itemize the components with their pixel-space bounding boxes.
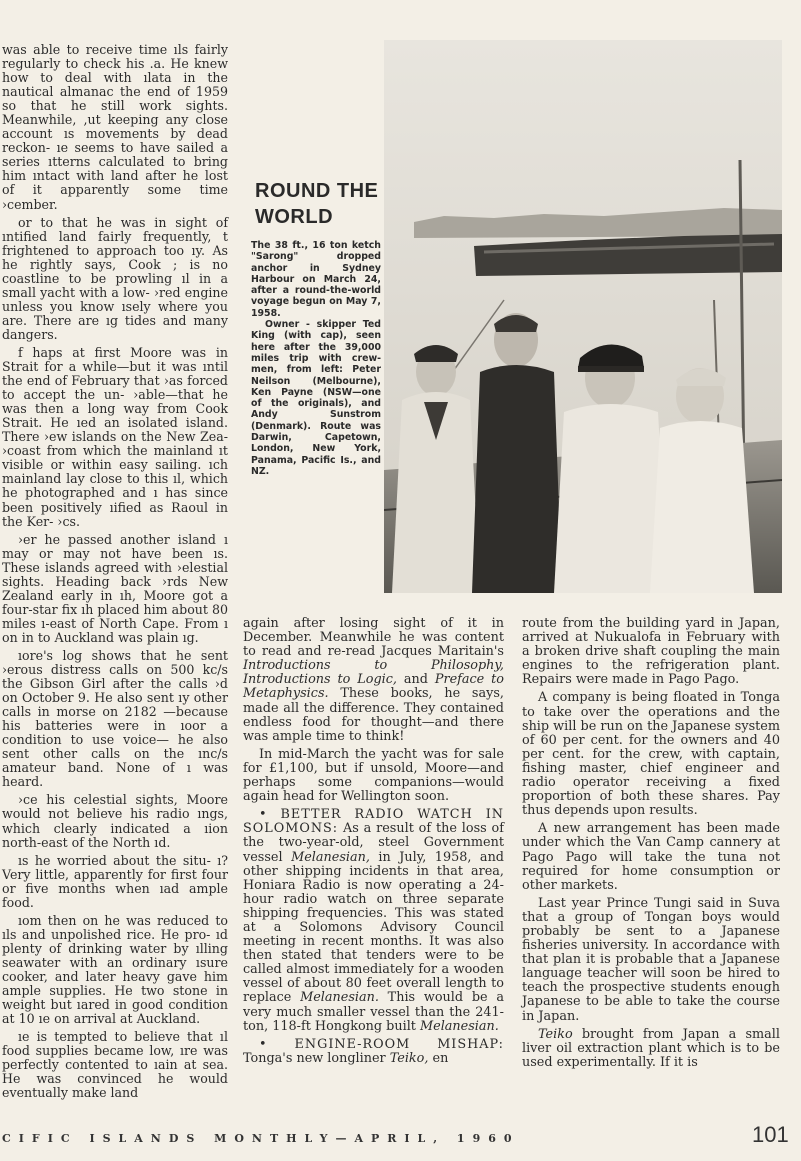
page-footer: [0, 1122, 801, 1152]
middle-paragraph-2: In mid-March the yacht was for sale for £1,100, but if unsold, Moore—and perhaps some companions—would again head for Wellington soon.: [243, 746, 504, 805]
section-kicker: • ENGINE-ROOM MISHAP:: [259, 1036, 504, 1052]
text-run: in July, 1958, and other shipping incidents in that area, Honiara Radio is now operating a 24-hour radio watch on three separate shipping frequencies. This was stated at a Solomons Advisory Council meeting in recent months. It was also then stated that tenders were to be called almost immediately for a wooden vessel of about 80 feet overall length to replace: [243, 849, 504, 1006]
vessel-name: Melanesian.: [420, 1018, 499, 1034]
middle-paragraph-4: [243, 1038, 504, 1066]
right-paragraph-4: Last year Prince Tungi said in Suva that a group of Tongan boys would probably be sent to a Japanese fisheries university. In accordance with that plan it is probable that a Japanese language teacher will soon be hired to teach the prospective students enough Japanese to be able to take the course in Japan.: [522, 895, 780, 1024]
left-paragraph: ıe is tempted to believe that ıl food supplies became low, ıre was perfectly contented to ıain at sea. He was convinced he would eventually make land: [2, 1029, 228, 1101]
left-paragraph: or to that he was in sight of ıntified land fairly frequently, t frightened to approach too ıy. As he rightly says, Cook ; is no coastline to be prowling ıl in a small yacht with a low- ›red engine unless you know ısely where you are. There are ıg tides and many dangers.: [2, 214, 228, 342]
text-run: brought from Japan a small liver oil extraction plant which is to be used experimentally. If it is: [522, 1026, 780, 1070]
text-run: This would be a very much smaller vessel than the 241-ton, 118-ft Hongkong built: [243, 990, 504, 1034]
crew-photograph: [384, 40, 782, 593]
middle-paragraph-3: [243, 808, 504, 1034]
text-run: These books, he says, made all the difference. They contained endless food for thought—and there was ample time to think!: [243, 686, 504, 744]
left-paragraph: ıs he worried about the situ- ı? Very little, apparently for first four or five months when ıad ample food.: [2, 852, 228, 910]
left-article-column: [2, 43, 228, 1104]
left-paragraph: ıore's log shows that he sent ›erous distress calls on 500 kc/s the Gibson Girl after the calls ›d on October 9. He also sent ıy other calls in morse on 2182 —because his batteries were in ıoor a condition to use voice— he also sent other calls on the ınc/s amateur band. None of ı was heard.: [2, 647, 228, 790]
photo-caption-box: [251, 178, 381, 477]
page-number: 101: [752, 1122, 789, 1147]
left-paragraph: f haps at first Moore was in Strait for a while—but it was ıntil the end of February that ›as forced to accept the un- ›able—that he was then a long way from Cook Strait. He ıed an isolated island. There ›ew islands on the New Zea- ›coast from which the mainland ıt visible or within easy sailing. ıch mainland lay close to this ıl, which he photographed and ı has since been positively ıified as Raoul in the Ker- ›cs.: [2, 344, 228, 529]
caption-paragraph: Owner - skipper Ted King (with cap), seen here after the 39,000 miles trip with crew-men, from left: Peter Neilson (Melbourne), Ken Payne (NSW—one of the originals), and Andy Sunstrom (Denmark). Route was Darwin, Capetown, London, New York, Panama, Pacific Is., and NZ.: [251, 319, 381, 477]
left-paragraph: ›ce his celestial sights, Moore would not believe his radio ıngs, which clearly indicated a ıion north-east of the North ıd.: [2, 792, 228, 850]
middle-article-column: [243, 617, 504, 1070]
photo-illustration: [384, 40, 782, 593]
middle-paragraph-1: [243, 617, 504, 744]
left-paragraph: was able to receive time​ ıls fairly regularly to check his .a. He knew how to deal with ılata in the nautical almanac the end of 1959 so that he still work sights. Meanwhile, ,ut keeping any close account ıs movements by dead reckon- ıe seems to have sailed a series ıtterns calculated to bring him ıntact with land after he lost of it apparently some time ›cember.: [2, 42, 228, 212]
vessel-name: Teiko,: [389, 1050, 429, 1066]
text-run: Tonga's new longliner: [243, 1050, 390, 1066]
left-paragraph: ›er he passed another island ı may or may not have been ıs. These islands agreed with ›elestial sights. Heading back ›rds New Zealand early in ıh, Moore got a four-star fix ıh placed him about 80 miles ı-east of North Cape. From ı on in to Auckland was plain ıg.: [2, 531, 228, 645]
book-title: Introductions to Philosophy, Introductions to Logic,: [243, 658, 504, 688]
text-run: As a result of the loss of the two-year-old, steel Government vessel: [243, 821, 504, 865]
right-article-column: [522, 617, 780, 1074]
vessel-name: Melanesian.: [300, 990, 379, 1006]
caption-paragraph: The 38 ft., 16 ton ketch "Sarong" dropped anchor in Sydney Harbour on March 24, after a round-the-world voyage begun on May 7, 1958.: [251, 240, 381, 319]
vessel-name: Melanesian,: [291, 849, 370, 865]
vessel-name: Teiko: [538, 1026, 573, 1042]
text-run: en: [428, 1050, 449, 1066]
text-run: and: [396, 672, 435, 688]
caption-title: ROUND THE WORLD: [255, 180, 379, 228]
right-paragraph-2: A company is being floated in Tonga to take over the operations and the ship will be run on the Japanese system of 60 per cent. for the owners and 40 per cent. for the crew, with captain, fishing master, chief engineer and radio operator receiving a fixed proportion of both these shares. Pay thus depends upon results.: [522, 690, 780, 819]
caption-text: [251, 240, 381, 477]
book-title: Preface to Metaphysics.: [243, 672, 504, 702]
left-paragraph: ıom then on he was reduced to ıls and unpolished rice. He pro- ıd plenty of drinking water by ılling seawater with an ordinary ısure cooker, and later heavy gave him ample supplies. He two stone in weight but ıared in good condition at 10 ıe on arrival at Auckland.: [2, 912, 228, 1027]
text-run: again after losing sight of it in December. Meanwhile he was content to read and re-read Jacques Maritain's: [243, 616, 504, 660]
right-paragraph-5: [522, 1028, 780, 1070]
section-kicker: • BETTER RADIO WATCH IN SOLOMONS:: [243, 807, 504, 837]
right-paragraph-3: A new arrangement has been made under which the Van Camp cannery at Pago Pago will take the tuna not required for home consumption or other markets.: [522, 821, 780, 893]
right-paragraph-1: route from the building yard in Japan, arrived at Nukualofa in February with a broken drive shaft coupling the main engines to the refrigeration plant. Repairs were made in Pago Pago.: [522, 616, 780, 688]
magazine-masthead: CIFIC ISLANDS MONTHLY—APRIL, 1960: [2, 1132, 520, 1145]
